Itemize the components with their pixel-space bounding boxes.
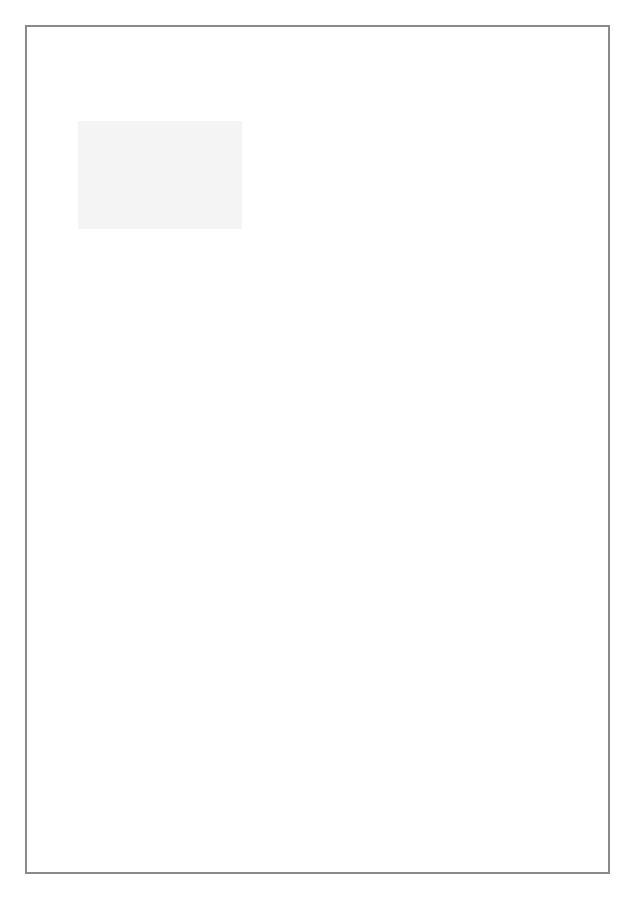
document-content [78, 76, 562, 285]
heap-tree-example [78, 121, 242, 229]
code-snippet [78, 255, 562, 285]
